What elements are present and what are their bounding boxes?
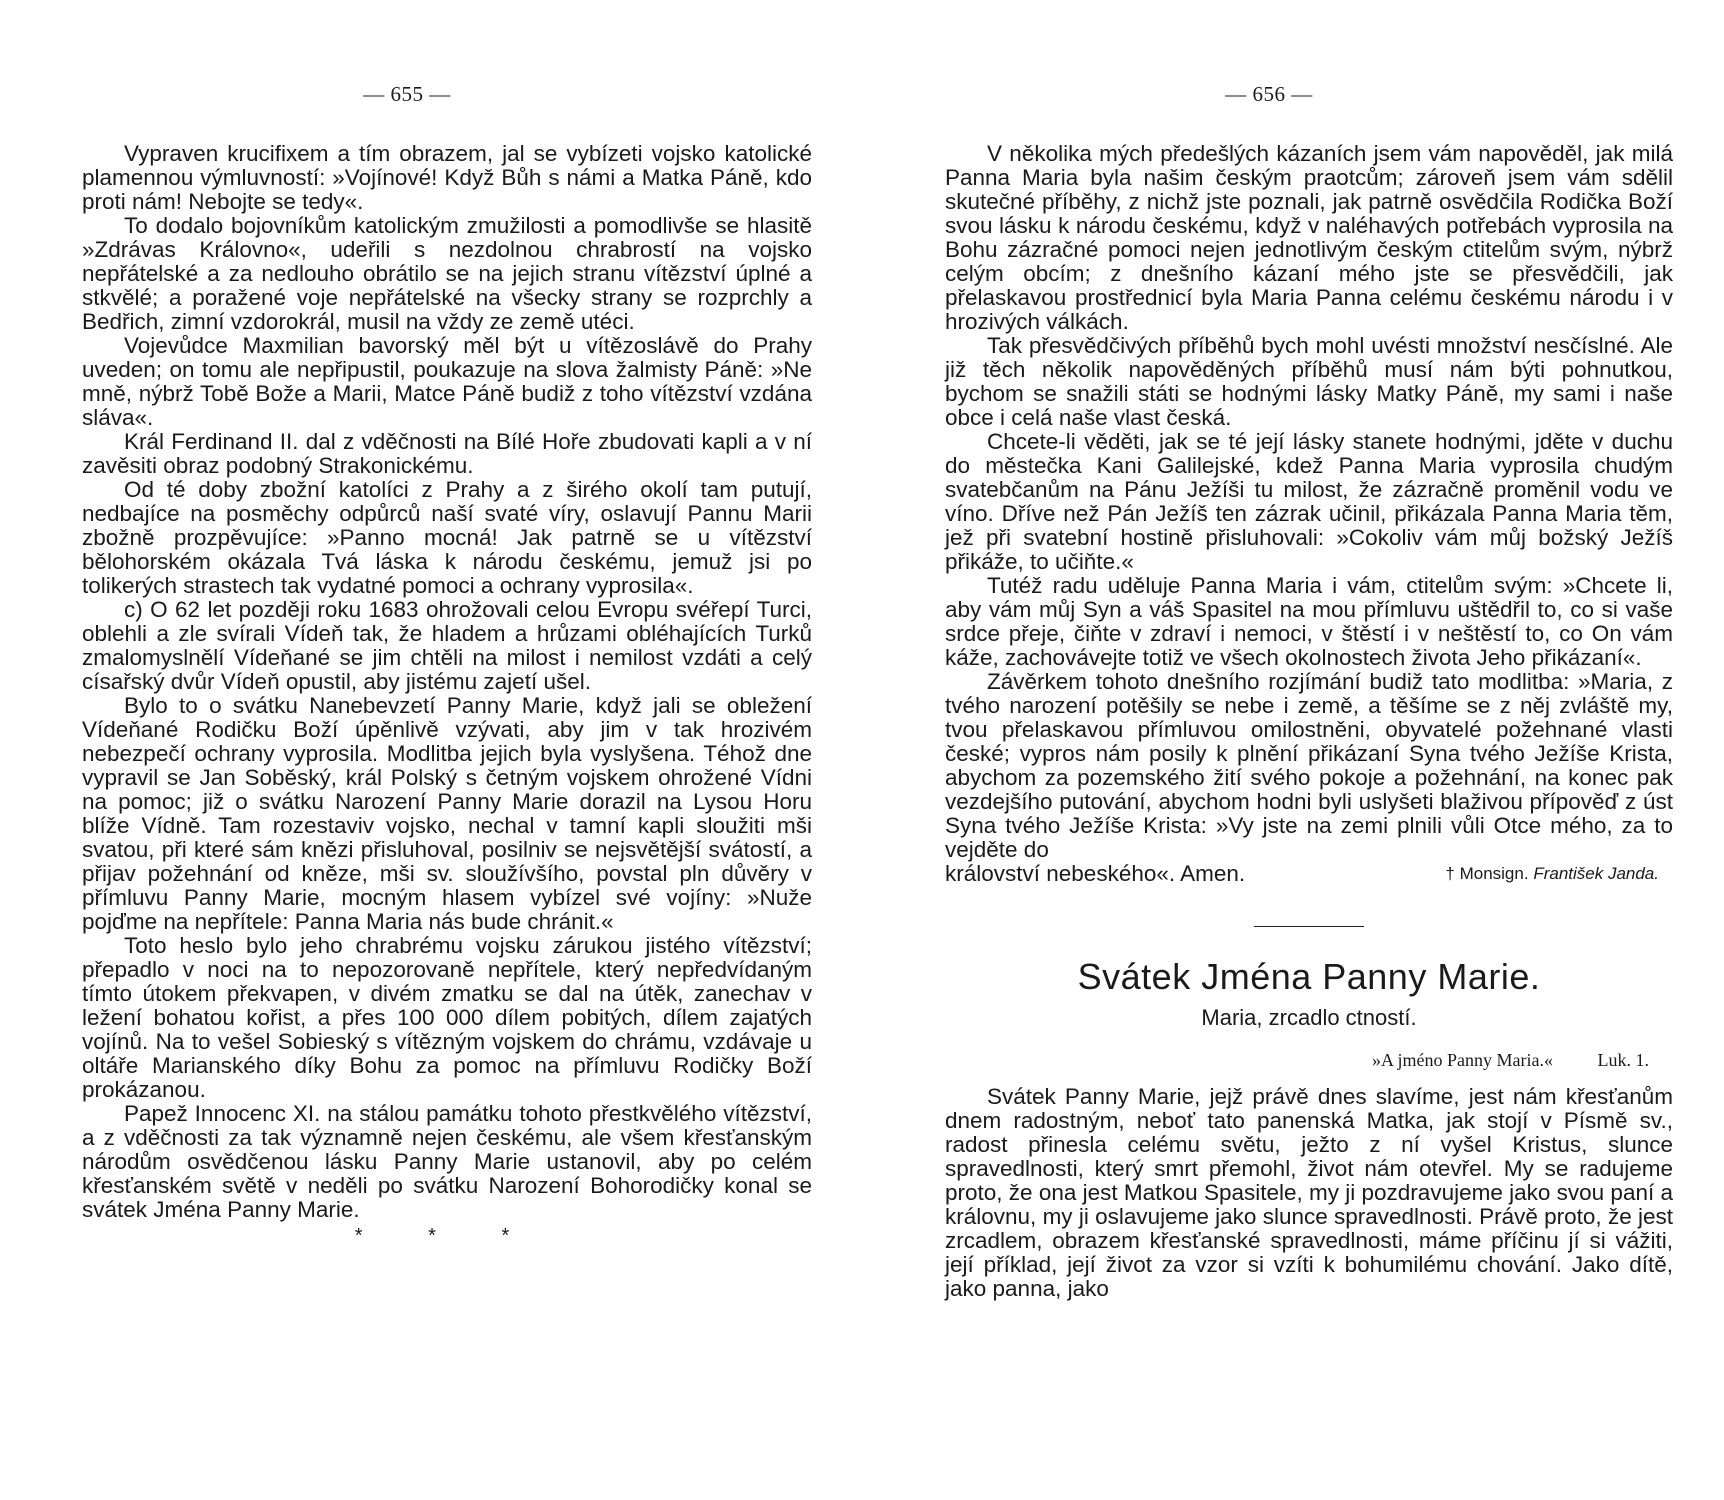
page-number: — 656 — — [1225, 82, 1313, 106]
paragraph: Závěrkem tohoto dnešního rozjímání budiž tato modlitba: »Maria, z tvého narození potěšily se nebe i země, a těšíme se z něj zvláště my, tvou přelaskavou přímluvou omilostněni, obyvatelé požehnané vlasti české; vypros nám posily k plnění přikázaní Syna tvého Ježíše Krista, abychom za pozemského žití svého pokoje a požehnání, na konec pak vezdejšího putování, abychom hodni byli uslyšeti blaživou přípověď z úst Syna tvého Ježíše Krista: »Vy jste na zemi plnili vůli Otce mého, za to vejděte do — [945, 669, 1673, 862]
section-title: Svátek Jména Panny Marie. — [1077, 956, 1541, 997]
signature-name: František Janda. — [1533, 864, 1659, 883]
paragraph: Král Ferdinand II. dal z vděčnosti na Bílé Hoře zbudovati kapli a v ní zavěsiti obraz podobný Strakonickému. — [82, 429, 812, 478]
paragraph: Vypraven krucifixem a tím obrazem, jal se vybízeti vojsko katolické plamennou výmluvností: »Vojínové! Když Bůh s námi a Matka Páně, kdo proti nám! Nebojte se tedy«. — [82, 141, 812, 214]
right-page — [945, 0, 1673, 1500]
closing-text: království nebeského«. Amen. — [945, 861, 1246, 886]
paragraph: Chcete-li věděti, jak se té její lásky stanete hodnými, jděte v duchu do městečka Kani Galilejské, kdež Panna Maria vyprosila chudým svatebčanům na Pánu Ježíši tu milost, že zázračně proměnil vodu ve víno. Dříve než Pán Ježíš ten zázrak učinil, přikázala Panna Maria těm, jež při svatební hostině přisluhovali: »Cokoliv vám můj božský Ježíš přikáže, to učiňte.« — [945, 429, 1673, 574]
left-page — [82, 0, 812, 1500]
page-number: — 655 — — [363, 82, 451, 106]
paragraph: Tutéž radu uděluje Panna Maria i vám, ctitelům svým: »Chcete li, aby vám můj Syn a váš Spasitel na mou přímluvu uštědřil to, co si vaše srdce přeje, čiňte v zdraví i nemoci, v štěstí i v neštěstí to, co On vám káže, zachovávejte totiž ve všech okolnostech života Jeho přikázaní«. — [945, 573, 1673, 670]
paragraph: Tak přesvědčivých příběhů bych mohl uvésti množství nesčíslné. Ale již těch několik napověděných příběhů musí nám býti pohnutkou, bychom se snažili státi se hodnými lásky Matky Páně, my sami i naše obce i celá naše vlast česká. — [945, 333, 1673, 430]
signature — [1445, 862, 1673, 886]
paragraph: c) O 62 let později roku 1683 ohrožovali celou Evropu svéřepí Turci, oblehli a zle svírali Vídeň tak, že hladem a hrůzami obléhajících Turků zmalomyslnělí Vídeňané se jim chtěli na milost i nemilost vzdáti a celý císařský dvůr Vídeň opustil, aby jistému zajetí ušel. — [82, 597, 812, 694]
section-divider-stars: * * * — [354, 1225, 540, 1247]
paragraph: Vojevůdce Maxmilian bavorský měl být u vítězoslávě do Prahy uveden; on tomu ale nepřipustil, poukazuje na slova žalmisty Páně: »Ne mně, nýbrž Tobě Bože a Marii, Matce Páně budiž z toho vítězství vzdána sláva«. — [82, 333, 812, 430]
signature-prefix: † Monsign. — [1445, 864, 1529, 883]
motto — [945, 1049, 1673, 1071]
motto-reference: Luk. 1. — [1597, 1050, 1649, 1070]
paragraph: Bylo to o svátku Nanebevzetí Panny Marie, když jali se obležení Vídeňané Rodičku Boží úpěnlivě vzývati, aby jim v tak hrozivém nebezpečí ochrany vyprosila. Modlitba jejich byla vyslyšena. Téhož dne vypravil se Jan Soběský, král Polský s četným vojskem ohrožené Vídni na pomoc; již o svátku Narození Panny Marie dorazil na Lysou Horu blíže Vídně. Tam rozestaviv vojsko, nechal v tamní kapli sloužiti mši svatou, při které sám knězi přisluhoval, posilniv se nejsvětější svátostí, a přijav požehnání od kněze, mši sv. sloužívšího, povstal pln důvěry v přímluvu Panny Marie, mocným hlasem vybízel své vojíny: »Nuže pojďme na nepřítele: Panna Maria nás bude chránit.« — [82, 693, 812, 934]
paragraph: Toto heslo bylo jeho chrabrému vojsku zárukou jistého vítězství; přepadlo v noci na to nepozorovaně nepřítele, který nepředvídaným tímto útokem překvapen, v divém zmatku se dal na útěk, zanechav v ležení bohatou kořist, a přes 100 000 dílem pobitých, dílem zajatých vojínů. Na to vešel Sobieský s vítězným vojskem do chrámu, vzdávaje u oltáře Marianského díky Bohu za pomoc na přímluvu Rodičky Boží prokázanou. — [82, 933, 812, 1102]
paragraph: To dodalo bojovníkům katolickým zmužilosti a pomodlivše se hlasitě »Zdrávas Královno«, udeřili s nezdolnou chrabrostí na vojsko nepřátelské a za nedlouho obrátilo se na jejich stranu vítězství úplné a stkvělé; a poražené voje nepřátelské na všecky strany se rozprchly a Bedřich, zimní vzdorokrál, musil na vždy ze země utéci. — [82, 213, 812, 334]
motto-text: »A jméno Panny Maria.« — [1372, 1050, 1553, 1070]
right-page-text — [945, 142, 1673, 1301]
section-subtitle: Maria, zrcadlo ctností. — [1201, 1005, 1417, 1030]
divider-rule — [1254, 926, 1364, 927]
left-page-text — [82, 142, 812, 1248]
paragraph: Od té doby zbožní katolíci z Prahy a z širého okolí tam putují, nedbajíce na posměchy odpůrců naší svaté víry, oslavují Pannu Marii zbožně prozpěvujíce: »Panno mocná! Jak patrně se u vítězství bělohorském okázala Tvá láska k národu českému, jemuž jsi po tolikerých strastech tak vydatné pomoci a ochrany vyprosila«. — [82, 477, 812, 598]
paragraph: Svátek Panny Marie, jejž právě dnes slavíme, jest nám křesťanům dnem radostným, neboť tato panenská Matka, jak stojí v Písmě sv., radost přinesla celému světu, ježto z ní vyšel Kristus, slunce spravedlnosti, který smrt přemohl, život nám otevřel. My se radujeme proto, že ona jest Matkou Spasitele, my ji pozdravujeme jako svou paní a královnu, my ji oslavujeme jako slunce spravedlnosti. Právě proto, že jest zrcadlem, obrazem křesťanské spravedlnosti, máme příčinu jí si vážiti, její příklad, její život za vzor si vzíti k bohumilému chování. Jako dítě, jako panna, jako — [945, 1084, 1673, 1301]
paragraph: V několika mých předešlých kázaních jsem vám napověděl, jak milá Panna Maria byla našim českým praotcům; zároveň jsem vám sdělil skutečné příběhy, z nichž jste poznali, jak patrně osvědčila Rodička Boží svou lásku k národu českému, když v naléhavých potřebách vyprosila na Bohu zázračné pomoci nejen jednotlivým českým ctitelům svým, nýbrž celým obcím; z dnešního kázaní mého jste se přesvědčili, jak přelaskavou prostřednicí byla Maria Panna celému českému národu i v hrozivých válkách. — [945, 141, 1673, 334]
closing-line — [945, 862, 1673, 886]
paragraph: Papež Innocenc XI. na stálou památku tohoto přestkvělého vítězství, a z vděčnosti za tak významně nejen českému, ale všem křesťanským národům osvědčenou lásku Panny Marie ustanovil, aby po celém křesťanském světě v neděli po svátku Narození Bohorodičky konal se svátek Jména Panny Marie. — [82, 1101, 812, 1222]
